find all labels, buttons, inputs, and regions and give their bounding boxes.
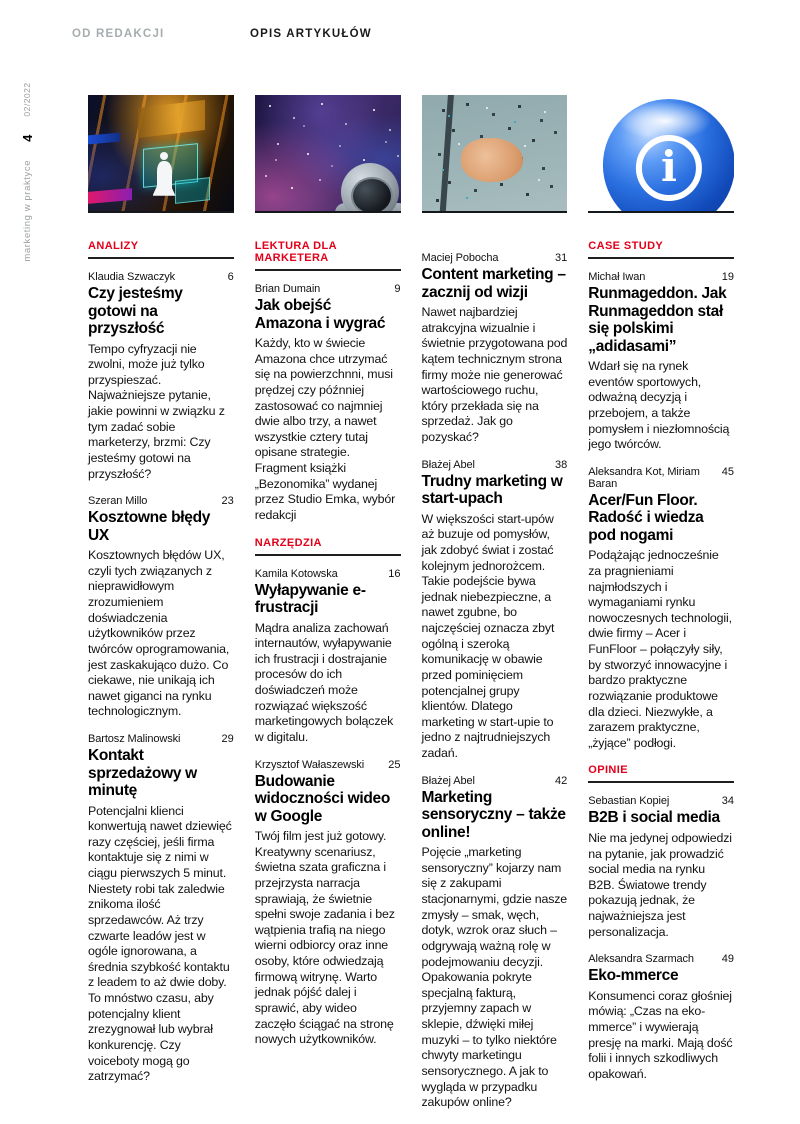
article-page-number: 45 [721, 465, 734, 478]
blue-strip-shape [88, 133, 120, 145]
astronaut-visor-shape [351, 177, 393, 213]
running-head-opis-artykulow: OPIS ARTYKUŁÓW [250, 28, 372, 40]
article-title: Kosztowne błędy UX [88, 509, 211, 544]
section-header-opinie: OPINIE [588, 764, 734, 783]
article-summary: Tempo cyfryzacji nie zwolni, może już tylko przyspieszać. Najważniejsze pytanie, jakie powinni w związku z tym zadać sobie marketerzy, brzmi: Czy jesteśmy gotowi na przyszłość? [88, 341, 225, 481]
article-entry [588, 795, 734, 940]
dark-bar-shape [438, 95, 455, 213]
article-entry [588, 271, 734, 453]
article-title: Acer/Fun Floor. Radość i wiedza pod nogami [588, 491, 704, 544]
article-author: Krzysztof Wałaszewski [254, 758, 365, 771]
article-author: Szeran Millo [88, 495, 148, 508]
article-page-number: 25 [388, 758, 401, 771]
article-summary: Każdy, kto w świecie Amazona chce utrzymać się na powierzchnni, musi prędzej czy późnniej zastosować co najmniej dwie albo trzy, a nawet wszystkie cztery tutaj opisane strategie. Fragment książki „Bezonomika” wydanej przez Studio Emka, wybór redakcji [254, 336, 396, 522]
article-page-number: 38 [555, 458, 568, 471]
section-header-lektura-dla-marketera: LEKTURA DLA MARKETERA [255, 240, 401, 271]
article-entry [88, 271, 234, 482]
article-author: Aleksandra Szarmach [588, 953, 694, 966]
spine-magazine-title: marketing w praktyce [21, 159, 33, 262]
article-entry [588, 953, 734, 1082]
fist-shape [461, 138, 523, 182]
starfield-shape [255, 95, 257, 97]
article-entry [422, 775, 568, 1111]
shattering-hand-photo [422, 95, 568, 213]
article-summary: Twój film jest już gotowy. Kreatywny scenariusz, świetna szata graficzna i przejrzysta narracja sprawiają, że świetnie spełni swoje zadania i bez wątpienia trafią na niego wierni odbiorcy oraz inne osoby, które odwiedzają firmową witrynę. Warto jednak pójść dalej i sprawić, aby wideo zaczęło ściągać na stronę nowych użytkowników. [254, 829, 395, 1047]
article-summary: Pojęcie „marketing sensoryczny” kojarzy nam się z zakupami stacjonarnymi, gdzie nasze zmysły – smak, węch, dotyk, wzrok oraz słuch – odgrywają ważną rolę w podejmowaniu decyzji. Opakowania pokryte specjalną fakturą, przyjemny zapach w sklepie, dźwięki miłej muzyki – to tylko niektóre chwyty marketingu sensorycznego. A jak to wygląda w przypadku zakupów online? [421, 845, 568, 1110]
article-summary: Podążając jednocześnie za pragnieniami najmłodszych i wymaganiami rynku nowoczesnych technologii, dwie firmy – Acer i FunFloor – połączyły siły, by stworzyć innowacyjne i bardzo praktyczne rozwiązanie produktowe dla dzieci. Niezwykłe, a zarazem praktyczne, „żyjące” podłogi. [588, 548, 732, 750]
article-summary: Nie ma jedynej odpowiedzi na pytanie, jak prowadzić social media na rynku B2B. Światowe trendy pokazują jednak, że najważniejsza jest personalizacja. [588, 830, 732, 939]
article-title: Eko-mmerce [588, 967, 679, 985]
column-case-study-opinie [588, 95, 734, 1124]
article-author: Sebastian Kopiej [588, 795, 670, 808]
article-summary: Wdarł się na rynek eventów sportowych, odważną decyzją i przebojem, a także pomysłem i niezłomnością jego twórców. [588, 359, 730, 452]
article-summary: Kosztownych błędów UX, czyli tych związanych z nieprawidłowym zrozumieniem doświadczenia użytkowników przez twórców oprogramowania, jest zaskakująco dużo. Co ciekawe, nie unikają ich nawet giganci na rynku technologicznym. [88, 548, 230, 719]
article-page-number: 16 [388, 567, 401, 580]
article-title: Runmageddon. Jak Runmageddon stał się polskimi „adidasami” [588, 285, 727, 355]
article-title: Czy jesteśmy gotowi na przyszłość [88, 285, 183, 337]
article-title: Jak obejść Amazona i wygrać [254, 297, 386, 332]
column-spacer [422, 240, 568, 252]
article-entry [88, 733, 234, 1085]
section-header-narzedzia: NARZĘDZIA [255, 537, 401, 556]
article-page-number: 42 [555, 774, 568, 787]
column-content-marketing [422, 95, 568, 1124]
article-summary: Konsumenci coraz głośniej mówią: „Czas na eko-mmerce” i wywierają presję na marki. Mają dość folii i innych szkodliwych opakowań. [588, 988, 733, 1081]
spine-issue-number: 02/2022 [22, 82, 32, 117]
article-title: Marketing sensoryczny – także online! [421, 788, 566, 841]
article-title: Content marketing – zacznij od wizji [421, 266, 566, 301]
spine-page-number: 4 [19, 134, 35, 142]
astronaut-space-photo [255, 95, 401, 213]
info-glyph: i [661, 142, 678, 191]
article-author: Kamila Kotowska [254, 567, 338, 580]
article-page-number: 31 [555, 252, 568, 264]
article-title: Wyłapywanie e-frustracji [254, 581, 366, 616]
article-title: Kontakt sprzedażowy w minutę [88, 747, 197, 799]
column-analizy [88, 95, 234, 1124]
article-entry [255, 283, 401, 524]
article-author: Błażej Abel [421, 458, 475, 471]
article-entry [88, 495, 234, 720]
magenta-strip-shape [88, 188, 132, 203]
sphere-gloss-highlight [619, 102, 711, 140]
section-header-analizy: ANALIZY [88, 240, 234, 259]
article-summary: Potencjalni klienci konwertują nawet dziewięć razy częściej, jeśli firma kontaktuje się z nimi w ciągu pierwszych 5 minut. Niestety robi tak zaledwie znikoma ilość sprzedawców. Aż trzy czwarte leadów jest w ogóle ignorowana, a średnia szybkość kontaktu z leadem to aż dwie doby. To mnóstwo czasu, aby potencjalny klient zrezygnował lub wybrał konkurencję. Czy voiceboty mogą go zatrzymać? [88, 803, 232, 1084]
person-silhouette [157, 161, 172, 195]
article-author: Klaudia Szwaczyk [88, 271, 176, 283]
article-summary: W większości start-upów aż buzuje od pomysłów, jak zdobyć świat i zostać kolejnym jednorożcem. Takie podejście bywa jednak niebezpieczne, a nawet zgubne, bo najczęściej oznacza zbyt ogólną i szeroką komunikację w obawie przed pominięciem potencjalnej grupy klientów. Dlatego marketing w start-upie to jedno z najtrudniejszych zadań. [421, 511, 555, 760]
article-page-number: 29 [221, 733, 234, 745]
article-author: Brian Dumain [254, 283, 321, 295]
article-author: Błażej Abel [421, 774, 475, 787]
amber-panel-shape [138, 100, 205, 138]
article-page-number: 9 [394, 283, 401, 295]
article-title: B2B i social media [588, 809, 720, 827]
article-title: Trudny marketing w start-upach [421, 472, 563, 508]
article-summary: Nawet najbardziej atrakcyjna wizualnie i świetnie przygotowana pod kątem technicznym strona firmy może nie generować wartościowego ruchu, który przekłada się na sprzedaż. Jak go pozyskać? [421, 305, 568, 444]
article-author: Michał Iwan [588, 271, 646, 283]
article-entry [255, 568, 401, 746]
article-entry [422, 252, 568, 446]
article-author: Maciej Pobocha [421, 252, 499, 264]
article-entry [422, 459, 568, 762]
cyan-shards-shape [422, 95, 424, 97]
teal-hologram-panel-small [175, 177, 210, 204]
article-page-number: 34 [721, 795, 734, 808]
article-author: Aleksandra Kot, Miriam Baran [588, 465, 700, 490]
article-page-number: 6 [227, 271, 234, 283]
article-page-number: 23 [221, 495, 234, 508]
digital-workspace-photo [88, 95, 234, 213]
article-entry [255, 759, 401, 1048]
article-page-number: 49 [721, 953, 734, 966]
article-author: Bartosz Malinowski [88, 733, 181, 745]
info-sphere-photo [588, 95, 734, 213]
running-head-od-redakcji: OD REDAKCJI [72, 28, 165, 40]
article-entry [588, 466, 734, 752]
article-page-number: 19 [721, 271, 734, 283]
info-icon [636, 135, 702, 201]
article-title: Budowanie widoczności wideo w Google [254, 772, 391, 825]
magazine-spine [19, 77, 35, 267]
column-lektura-narzedzia [255, 95, 401, 1124]
contents-grid [88, 95, 734, 1124]
article-summary: Mądra analiza zachowań internautów, wyłapywanie ich frustracji i dostrajanie procesów do ich doświadczeń może rozwiązać większość marketingowych bolączek w digitalu. [254, 620, 394, 744]
section-header-case-study: CASE STUDY [588, 240, 734, 259]
